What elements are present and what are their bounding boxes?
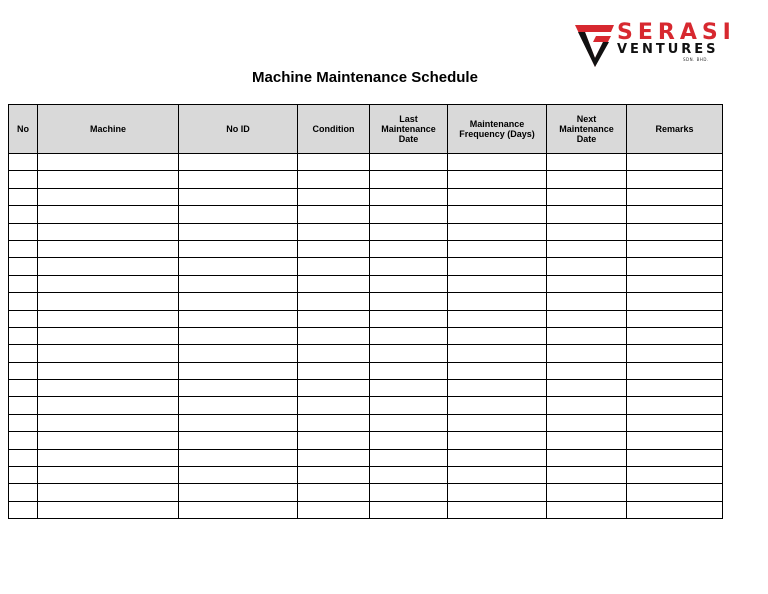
- cell-no[interactable]: [9, 501, 38, 518]
- cell-no[interactable]: [9, 293, 38, 310]
- cell-next-maintenance-date[interactable]: [547, 327, 627, 344]
- logo-text-ventures: VENTURES: [617, 42, 719, 57]
- cell-condition[interactable]: [298, 206, 370, 223]
- cell-next-maintenance-date[interactable]: [547, 223, 627, 240]
- cell-no-id[interactable]: [179, 432, 298, 449]
- cell-machine[interactable]: [38, 345, 179, 362]
- cell-last-maintenance-date[interactable]: [370, 223, 448, 240]
- cell-last-maintenance-date[interactable]: [370, 484, 448, 501]
- cell-maintenance-frequency[interactable]: [448, 188, 547, 205]
- cell-remarks[interactable]: [627, 501, 723, 518]
- cell-next-maintenance-date[interactable]: [547, 362, 627, 379]
- table-row: [9, 327, 723, 344]
- header-condition: Condition: [298, 105, 370, 154]
- cell-next-maintenance-date[interactable]: [547, 240, 627, 257]
- cell-condition[interactable]: [298, 327, 370, 344]
- cell-no[interactable]: [9, 171, 38, 188]
- cell-last-maintenance-date[interactable]: [370, 467, 448, 484]
- table-row: [9, 223, 723, 240]
- cell-no-id[interactable]: [179, 171, 298, 188]
- cell-remarks[interactable]: [627, 467, 723, 484]
- cell-no-id[interactable]: [179, 501, 298, 518]
- cell-no-id[interactable]: [179, 380, 298, 397]
- cell-remarks[interactable]: [627, 188, 723, 205]
- cell-last-maintenance-date[interactable]: [370, 154, 448, 171]
- cell-machine[interactable]: [38, 171, 179, 188]
- document-title: Machine Maintenance Schedule: [252, 69, 478, 86]
- cell-maintenance-frequency[interactable]: [448, 275, 547, 292]
- cell-condition[interactable]: [298, 397, 370, 414]
- cell-machine[interactable]: [38, 432, 179, 449]
- cell-no[interactable]: [9, 223, 38, 240]
- cell-next-maintenance-date[interactable]: [547, 310, 627, 327]
- table-row: [9, 484, 723, 501]
- cell-remarks[interactable]: [627, 432, 723, 449]
- cell-condition[interactable]: [298, 501, 370, 518]
- cell-machine[interactable]: [38, 206, 179, 223]
- logo-mark-icon: [573, 22, 617, 68]
- logo-text-sdn-bhd: SDN. BHD.: [683, 57, 709, 62]
- table-row: [9, 449, 723, 466]
- cell-last-maintenance-date[interactable]: [370, 310, 448, 327]
- cell-next-maintenance-date[interactable]: [547, 206, 627, 223]
- cell-maintenance-frequency[interactable]: [448, 171, 547, 188]
- cell-next-maintenance-date[interactable]: [547, 432, 627, 449]
- cell-no-id[interactable]: [179, 449, 298, 466]
- cell-next-maintenance-date[interactable]: [547, 188, 627, 205]
- header-no: No: [9, 105, 38, 154]
- cell-machine[interactable]: [38, 258, 179, 275]
- cell-no[interactable]: [9, 206, 38, 223]
- cell-maintenance-frequency[interactable]: [448, 501, 547, 518]
- cell-next-maintenance-date[interactable]: [547, 275, 627, 292]
- cell-remarks[interactable]: [627, 293, 723, 310]
- cell-remarks[interactable]: [627, 258, 723, 275]
- cell-last-maintenance-date[interactable]: [370, 275, 448, 292]
- cell-last-maintenance-date[interactable]: [370, 240, 448, 257]
- cell-no[interactable]: [9, 449, 38, 466]
- cell-last-maintenance-date[interactable]: [370, 449, 448, 466]
- cell-last-maintenance-date[interactable]: [370, 397, 448, 414]
- cell-remarks[interactable]: [627, 275, 723, 292]
- cell-condition[interactable]: [298, 467, 370, 484]
- cell-condition[interactable]: [298, 432, 370, 449]
- cell-no-id[interactable]: [179, 310, 298, 327]
- cell-remarks[interactable]: [627, 240, 723, 257]
- cell-no[interactable]: [9, 467, 38, 484]
- header-last-maintenance-date: Last Maintenance Date: [370, 105, 448, 154]
- table-row: [9, 345, 723, 362]
- cell-remarks[interactable]: [627, 449, 723, 466]
- cell-next-maintenance-date[interactable]: [547, 484, 627, 501]
- cell-remarks[interactable]: [627, 414, 723, 431]
- cell-condition[interactable]: [298, 223, 370, 240]
- cell-no-id[interactable]: [179, 223, 298, 240]
- cell-no[interactable]: [9, 188, 38, 205]
- cell-next-maintenance-date[interactable]: [547, 380, 627, 397]
- cell-machine[interactable]: [38, 240, 179, 257]
- cell-condition[interactable]: [298, 293, 370, 310]
- cell-no-id[interactable]: [179, 397, 298, 414]
- cell-next-maintenance-date[interactable]: [547, 449, 627, 466]
- cell-remarks[interactable]: [627, 362, 723, 379]
- cell-maintenance-frequency[interactable]: [448, 467, 547, 484]
- cell-no-id[interactable]: [179, 467, 298, 484]
- cell-maintenance-frequency[interactable]: [448, 223, 547, 240]
- cell-maintenance-frequency[interactable]: [448, 414, 547, 431]
- table-row: [9, 380, 723, 397]
- table-row: [9, 432, 723, 449]
- cell-no[interactable]: [9, 362, 38, 379]
- cell-condition[interactable]: [298, 414, 370, 431]
- cell-no[interactable]: [9, 327, 38, 344]
- cell-remarks[interactable]: [627, 206, 723, 223]
- cell-no-id[interactable]: [179, 293, 298, 310]
- cell-no[interactable]: [9, 310, 38, 327]
- cell-last-maintenance-date[interactable]: [370, 258, 448, 275]
- cell-maintenance-frequency[interactable]: [448, 293, 547, 310]
- cell-machine[interactable]: [38, 293, 179, 310]
- cell-maintenance-frequency[interactable]: [448, 449, 547, 466]
- cell-no-id[interactable]: [179, 484, 298, 501]
- cell-no[interactable]: [9, 484, 38, 501]
- maintenance-schedule-table: [8, 104, 723, 519]
- cell-maintenance-frequency[interactable]: [448, 310, 547, 327]
- cell-maintenance-frequency[interactable]: [448, 362, 547, 379]
- cell-no-id[interactable]: [179, 345, 298, 362]
- table-row: [9, 154, 723, 171]
- company-logo: [573, 20, 736, 68]
- cell-remarks[interactable]: [627, 154, 723, 171]
- table-body: [9, 154, 723, 519]
- table-row: [9, 258, 723, 275]
- cell-machine[interactable]: [38, 223, 179, 240]
- cell-next-maintenance-date[interactable]: [547, 154, 627, 171]
- cell-no[interactable]: [9, 414, 38, 431]
- cell-maintenance-frequency[interactable]: [448, 206, 547, 223]
- cell-condition[interactable]: [298, 484, 370, 501]
- cell-no[interactable]: [9, 154, 38, 171]
- cell-remarks[interactable]: [627, 327, 723, 344]
- table-row: [9, 293, 723, 310]
- cell-maintenance-frequency[interactable]: [448, 345, 547, 362]
- header-remarks: Remarks: [627, 105, 723, 154]
- cell-no-id[interactable]: [179, 414, 298, 431]
- cell-last-maintenance-date[interactable]: [370, 327, 448, 344]
- cell-no[interactable]: [9, 432, 38, 449]
- cell-last-maintenance-date[interactable]: [370, 293, 448, 310]
- table-row: [9, 188, 723, 205]
- cell-machine[interactable]: [38, 397, 179, 414]
- cell-no[interactable]: [9, 258, 38, 275]
- cell-next-maintenance-date[interactable]: [547, 501, 627, 518]
- cell-last-maintenance-date[interactable]: [370, 432, 448, 449]
- cell-condition[interactable]: [298, 275, 370, 292]
- cell-maintenance-frequency[interactable]: [448, 327, 547, 344]
- cell-condition[interactable]: [298, 154, 370, 171]
- cell-last-maintenance-date[interactable]: [370, 206, 448, 223]
- cell-machine[interactable]: [38, 467, 179, 484]
- cell-machine[interactable]: [38, 501, 179, 518]
- cell-condition[interactable]: [298, 240, 370, 257]
- cell-last-maintenance-date[interactable]: [370, 414, 448, 431]
- cell-condition[interactable]: [298, 345, 370, 362]
- header-maintenance-frequency: Maintenance Frequency (Days): [448, 105, 547, 154]
- cell-remarks[interactable]: [627, 484, 723, 501]
- cell-next-maintenance-date[interactable]: [547, 414, 627, 431]
- cell-condition[interactable]: [298, 449, 370, 466]
- cell-next-maintenance-date[interactable]: [547, 293, 627, 310]
- cell-machine[interactable]: [38, 380, 179, 397]
- table-row: [9, 362, 723, 379]
- header-next-maintenance-date: Next Maintenance Date: [547, 105, 627, 154]
- cell-remarks[interactable]: [627, 171, 723, 188]
- cell-maintenance-frequency[interactable]: [448, 380, 547, 397]
- cell-condition[interactable]: [298, 380, 370, 397]
- cell-machine[interactable]: [38, 414, 179, 431]
- table-row: [9, 171, 723, 188]
- cell-last-maintenance-date[interactable]: [370, 345, 448, 362]
- cell-next-maintenance-date[interactable]: [547, 467, 627, 484]
- cell-no-id[interactable]: [179, 327, 298, 344]
- cell-machine[interactable]: [38, 188, 179, 205]
- table-row: [9, 501, 723, 518]
- cell-no[interactable]: [9, 380, 38, 397]
- cell-no-id[interactable]: [179, 258, 298, 275]
- cell-no-id[interactable]: [179, 240, 298, 257]
- cell-no[interactable]: [9, 275, 38, 292]
- table-row: [9, 310, 723, 327]
- cell-condition[interactable]: [298, 171, 370, 188]
- cell-no-id[interactable]: [179, 275, 298, 292]
- cell-remarks[interactable]: [627, 345, 723, 362]
- cell-machine[interactable]: [38, 362, 179, 379]
- cell-last-maintenance-date[interactable]: [370, 501, 448, 518]
- cell-machine[interactable]: [38, 154, 179, 171]
- logo-text-serasi: SERASI: [617, 20, 736, 45]
- header-no-id: No ID: [179, 105, 298, 154]
- cell-no[interactable]: [9, 240, 38, 257]
- cell-no-id[interactable]: [179, 188, 298, 205]
- cell-maintenance-frequency[interactable]: [448, 432, 547, 449]
- table-header-row: [9, 105, 723, 154]
- cell-machine[interactable]: [38, 327, 179, 344]
- cell-no[interactable]: [9, 345, 38, 362]
- cell-no[interactable]: [9, 397, 38, 414]
- cell-no-id[interactable]: [179, 362, 298, 379]
- cell-next-maintenance-date[interactable]: [547, 397, 627, 414]
- cell-no-id[interactable]: [179, 154, 298, 171]
- table-row: [9, 206, 723, 223]
- cell-remarks[interactable]: [627, 397, 723, 414]
- cell-maintenance-frequency[interactable]: [448, 258, 547, 275]
- cell-machine[interactable]: [38, 449, 179, 466]
- cell-no-id[interactable]: [179, 206, 298, 223]
- cell-condition[interactable]: [298, 188, 370, 205]
- table-row: [9, 397, 723, 414]
- cell-condition[interactable]: [298, 310, 370, 327]
- cell-machine[interactable]: [38, 484, 179, 501]
- cell-condition[interactable]: [298, 362, 370, 379]
- cell-maintenance-frequency[interactable]: [448, 154, 547, 171]
- cell-machine[interactable]: [38, 275, 179, 292]
- cell-remarks[interactable]: [627, 223, 723, 240]
- cell-maintenance-frequency[interactable]: [448, 240, 547, 257]
- cell-last-maintenance-date[interactable]: [370, 171, 448, 188]
- table-row: [9, 275, 723, 292]
- cell-next-maintenance-date[interactable]: [547, 258, 627, 275]
- cell-next-maintenance-date[interactable]: [547, 171, 627, 188]
- cell-maintenance-frequency[interactable]: [448, 484, 547, 501]
- cell-last-maintenance-date[interactable]: [370, 380, 448, 397]
- cell-remarks[interactable]: [627, 310, 723, 327]
- cell-remarks[interactable]: [627, 380, 723, 397]
- table-row: [9, 414, 723, 431]
- cell-maintenance-frequency[interactable]: [448, 397, 547, 414]
- header-machine: Machine: [38, 105, 179, 154]
- cell-condition[interactable]: [298, 258, 370, 275]
- table-row: [9, 240, 723, 257]
- cell-last-maintenance-date[interactable]: [370, 188, 448, 205]
- cell-next-maintenance-date[interactable]: [547, 345, 627, 362]
- table-row: [9, 467, 723, 484]
- cell-machine[interactable]: [38, 310, 179, 327]
- cell-last-maintenance-date[interactable]: [370, 362, 448, 379]
